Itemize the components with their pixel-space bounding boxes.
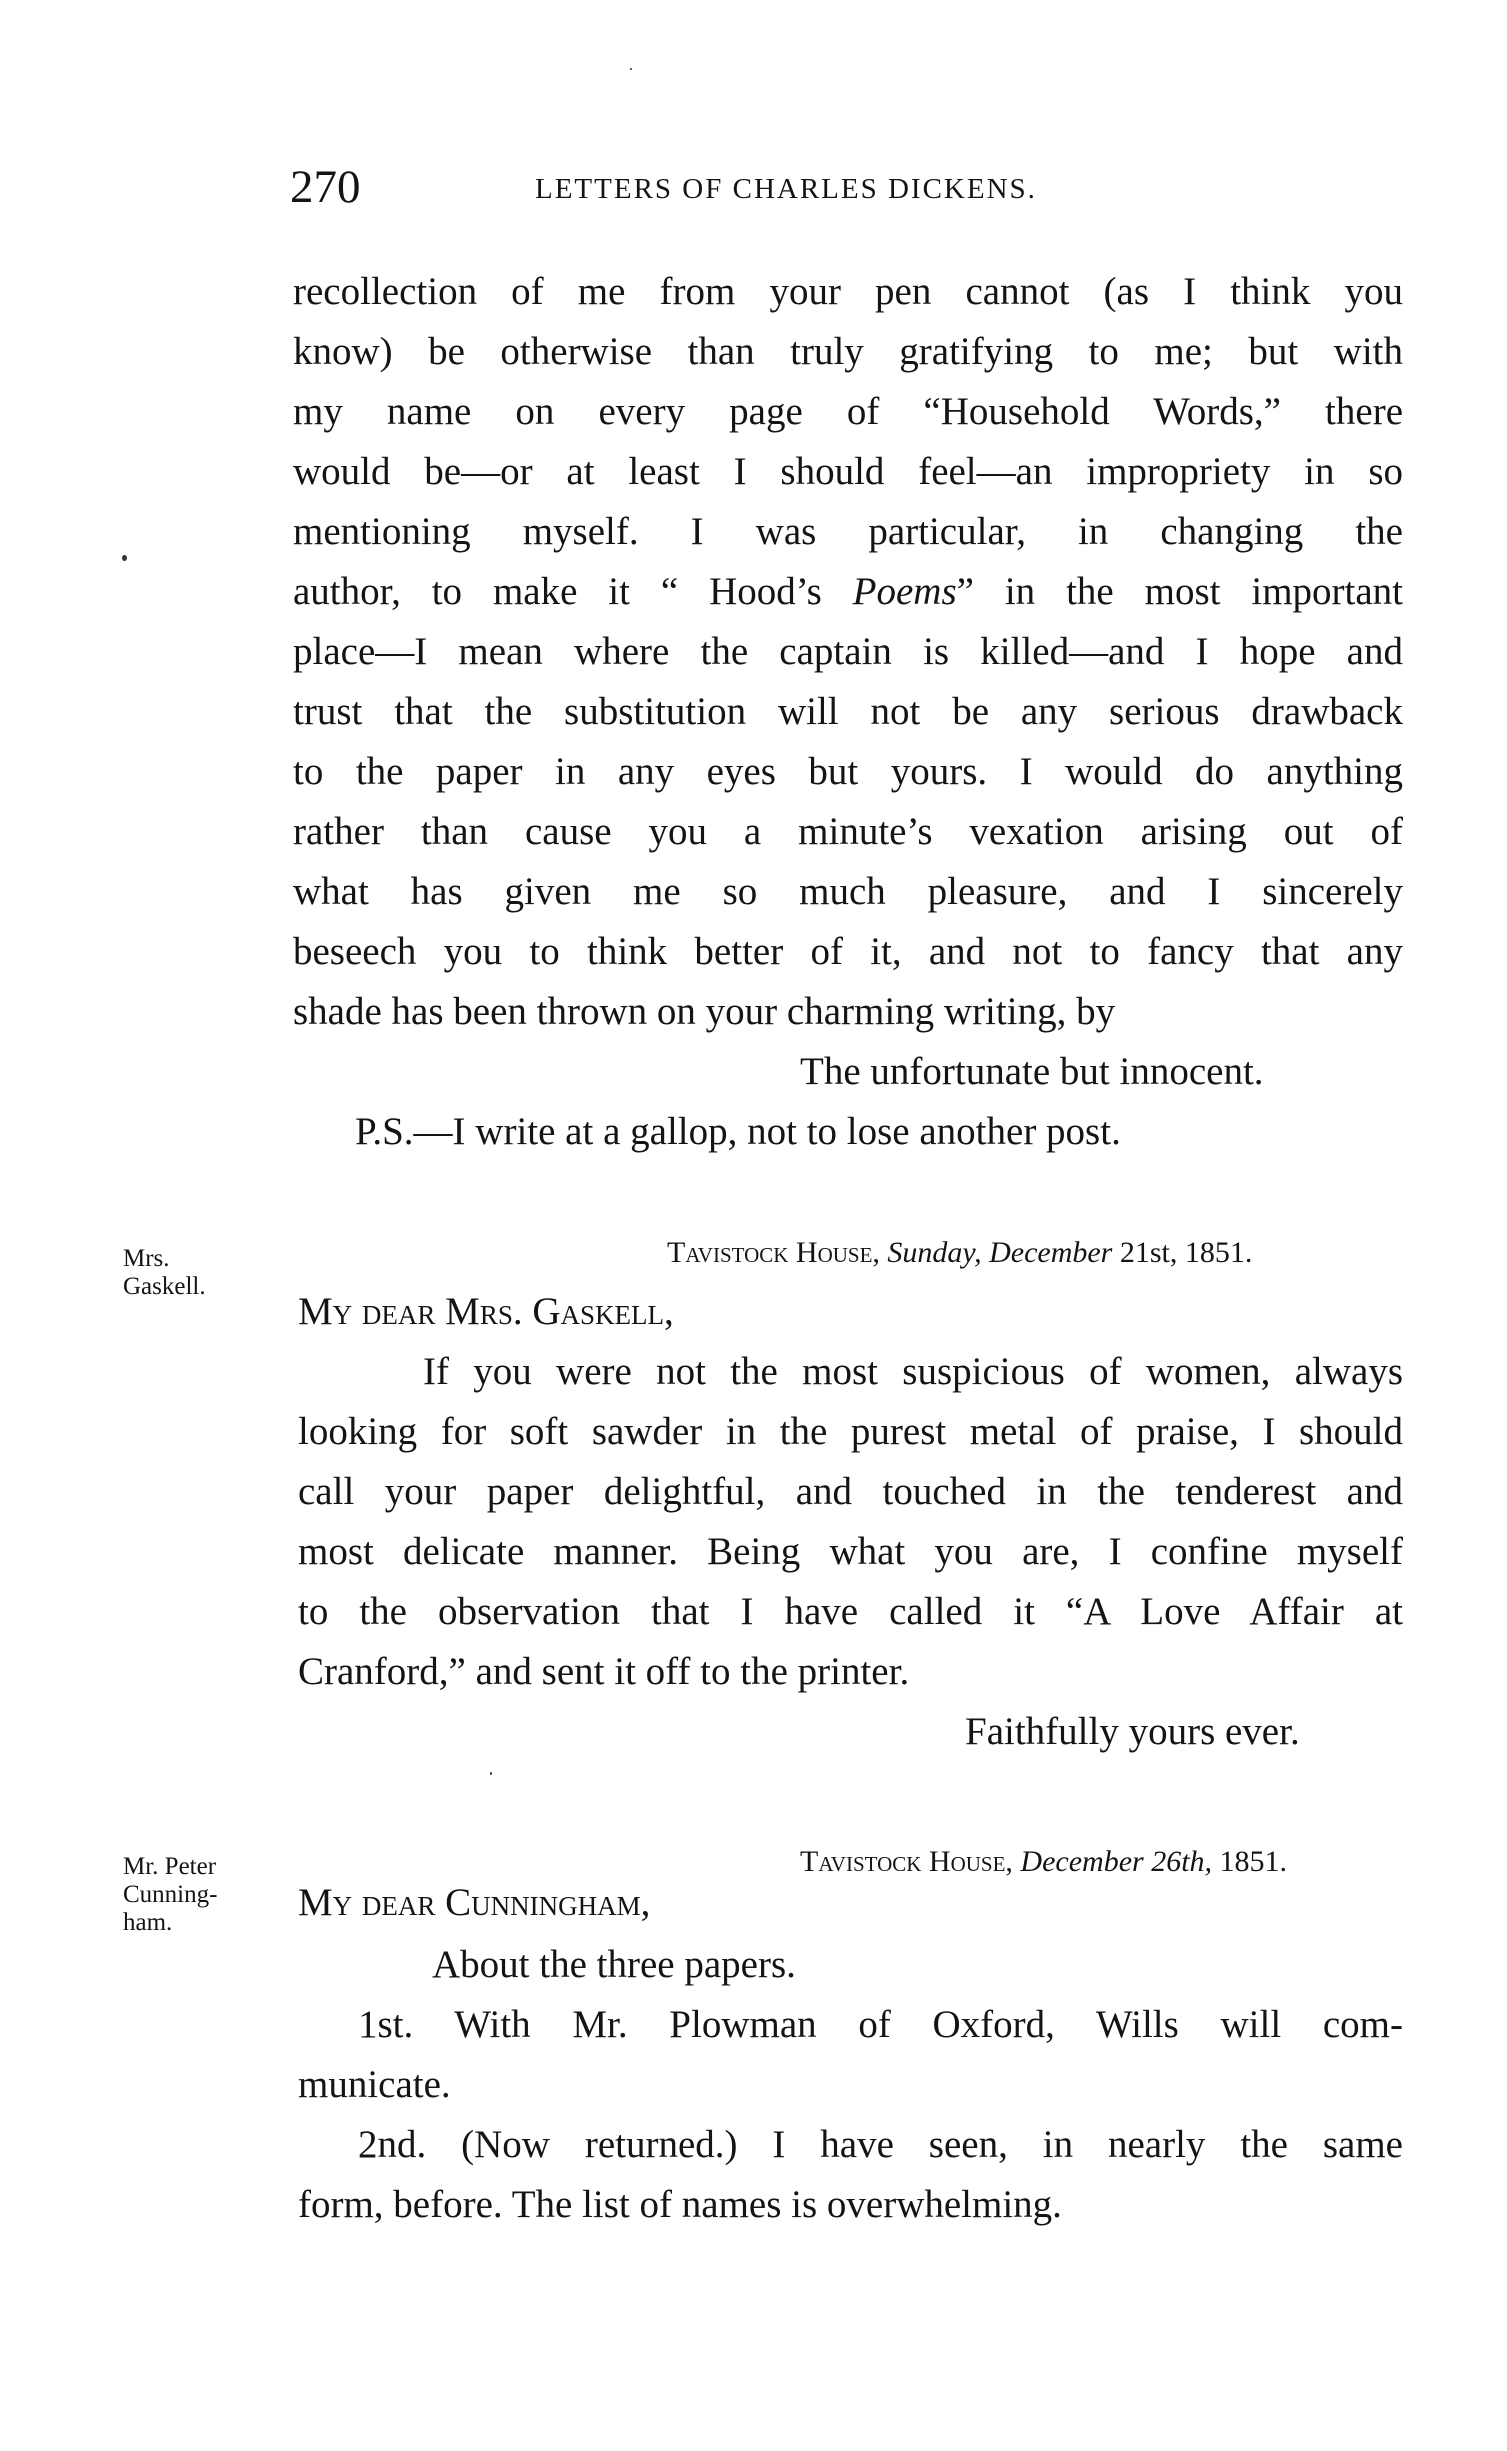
dateline-place: Tavistock House, bbox=[667, 1236, 880, 1269]
text-line: know) be otherwise than truly gratifying to me; but with bbox=[293, 330, 1403, 373]
dateline-year: 1851. bbox=[1184, 1236, 1253, 1269]
running-title: LETTERS OF CHARLES DICKENS. bbox=[535, 173, 1037, 205]
text-line: beseech you to think better of it, and not to fancy that any bbox=[293, 930, 1403, 973]
dateline bbox=[667, 1236, 1252, 1270]
ink-speck bbox=[122, 555, 127, 561]
margin-note-line: Mr. Peter bbox=[123, 1853, 217, 1880]
text-line: shade has been thrown on your charming writing, by bbox=[293, 990, 1116, 1033]
text-line: place—I mean where the captain is killed—and I hope and bbox=[293, 630, 1403, 673]
text-line: what has given me so much pleasure, and I sincerely bbox=[293, 870, 1403, 913]
dateline-place: Tavistock House, bbox=[800, 1845, 1013, 1878]
text-line: to the observation that I have called it “A Love Affair at bbox=[298, 1590, 1403, 1633]
closing: Faithfully yours ever. bbox=[965, 1710, 1300, 1753]
text-line: form, before. The list of names is overwhelming. bbox=[298, 2183, 1062, 2226]
dateline bbox=[800, 1845, 1287, 1879]
text-line: my name on every page of “Household Words,” there bbox=[293, 390, 1403, 433]
text-fragment: ” in the most important bbox=[956, 570, 1404, 613]
italic-title: Poems bbox=[852, 570, 957, 613]
margin-note-line: Gaskell. bbox=[123, 1273, 206, 1300]
margin-note-recipient bbox=[123, 1853, 217, 1937]
dateline-date: Sunday, December bbox=[887, 1236, 1113, 1269]
text-line: trust that the substitution will not be any serious drawback bbox=[293, 690, 1403, 733]
signature: The unfortunate but innocent. bbox=[800, 1050, 1264, 1093]
text-line: municate. bbox=[298, 2063, 451, 2106]
intro-line: About the three papers. bbox=[432, 1943, 796, 1986]
text-line: mentioning myself. I was particular, in changing the bbox=[293, 510, 1403, 553]
text-line: recollection of me from your pen cannot (as I think you bbox=[293, 270, 1403, 313]
dateline-day: 26th, bbox=[1151, 1845, 1213, 1878]
ink-speck bbox=[490, 1772, 492, 1775]
text-line: rather than cause you a minute’s vexation arising out of bbox=[293, 810, 1403, 853]
page-number: 270 bbox=[290, 161, 361, 213]
text-line: to the paper in any eyes but yours. I would do anything bbox=[293, 750, 1403, 793]
text-line: If you were not the most suspicious of women, always bbox=[423, 1350, 1403, 1393]
margin-note-line: Cunning- bbox=[123, 1881, 218, 1908]
salutation: My dear Mrs. Gaskell, bbox=[298, 1290, 674, 1333]
text-line: 1st. With Mr. Plowman of Oxford, Wills will com- bbox=[358, 2003, 1403, 2046]
text-line: most delicate manner. Being what you are, I confine myself bbox=[298, 1530, 1403, 1573]
margin-note-recipient bbox=[123, 1245, 206, 1301]
ink-speck bbox=[630, 68, 632, 70]
dateline-day bbox=[1120, 1236, 1178, 1269]
salutation: My dear Cunningham, bbox=[298, 1881, 651, 1924]
margin-note-line: Mrs. bbox=[123, 1245, 170, 1272]
text-line: 2nd. (Now returned.) I have seen, in nearly the same bbox=[358, 2123, 1403, 2166]
text-line: Cranford,” and sent it off to the printer. bbox=[298, 1650, 910, 1693]
margin-note-line: ham. bbox=[123, 1909, 173, 1936]
dateline-date: December bbox=[1020, 1845, 1144, 1878]
text-line: call your paper delightful, and touched in the tenderest and bbox=[298, 1470, 1403, 1513]
text-line: would be—or at least I should feel—an impropriety in so bbox=[293, 450, 1403, 493]
text-line bbox=[293, 572, 1403, 612]
text-fragment: author, to make it “ Hood’s bbox=[293, 570, 822, 613]
text-line: looking for soft sawder in the purest metal of praise, I should bbox=[298, 1410, 1403, 1453]
dateline-year: 1851. bbox=[1219, 1845, 1288, 1878]
dateline-day-text: 21st, bbox=[1119, 1236, 1178, 1269]
postscript: P.S.—I write at a gallop, not to lose another post. bbox=[355, 1110, 1121, 1153]
